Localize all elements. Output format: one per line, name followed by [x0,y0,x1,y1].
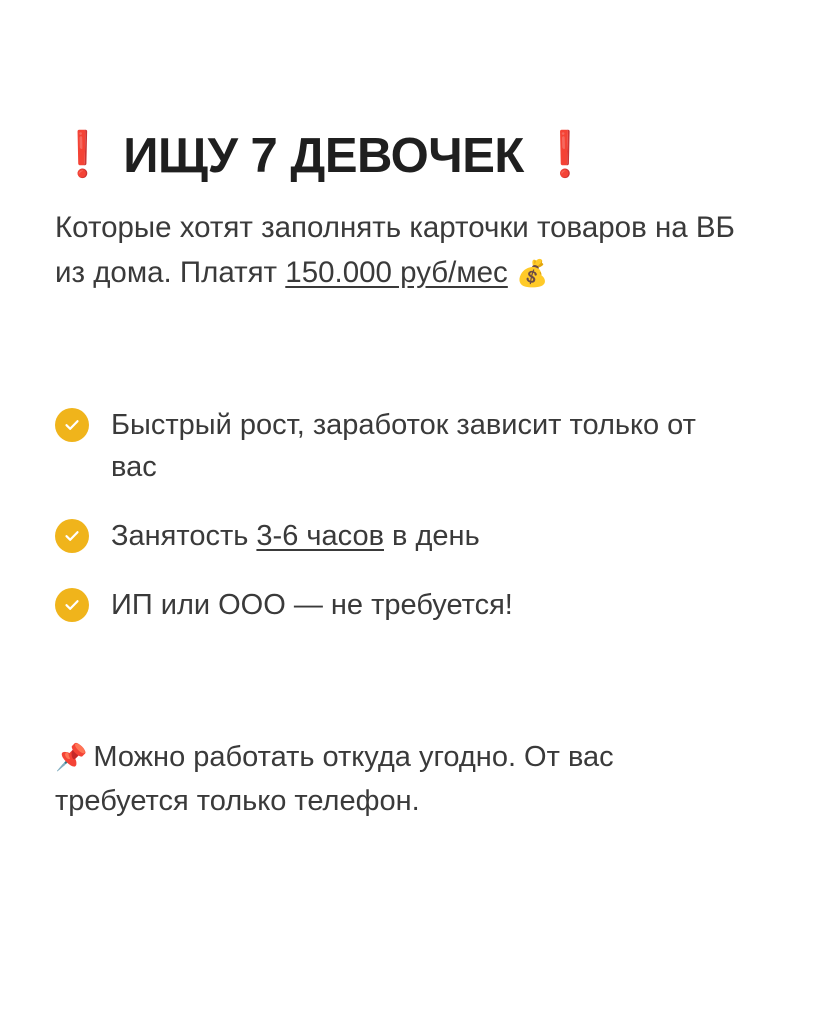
bullet-text-1-after: в день [383,520,480,553]
page-title [55,130,768,184]
check-circle-icon [55,588,89,622]
pushpin-icon: 📌 [55,743,88,774]
check-circle-icon [55,408,89,442]
check-circle-icon [55,519,89,553]
lead-paragraph [55,206,768,296]
exclamation-icon-right: ❗ [537,129,593,179]
footer-note-text: Можно работать откуда угодно. От вас требуется только телефон. [55,741,614,818]
footer-note [55,735,755,823]
list-item [55,515,768,558]
bullet-text-2: ИП или ООО — не требуется! [111,589,513,622]
list-item-label [111,584,513,627]
bullet-text-0: Быстрый рост, заработок зависит только от вас [111,408,696,484]
lead-text: Которые хотят заполнять карточки товаров на ВБ из дома. Платят [55,210,735,289]
bullet-text-1-before: Занятость [111,520,257,553]
list-item [55,584,768,627]
bullet-highlight-hours: 3-6 часов [256,520,384,553]
exclamation-icon-left: ❗ [55,129,110,179]
headline-text: ИЩУ 7 ДЕВОЧЕК [123,129,524,183]
list-item-label [111,404,711,490]
benefits-list [55,404,768,628]
lead-highlight-salary: 150.000 руб/мес [285,255,508,289]
list-item-label [111,515,480,558]
money-bag-icon: 💰 [516,258,549,289]
list-item [55,404,768,490]
